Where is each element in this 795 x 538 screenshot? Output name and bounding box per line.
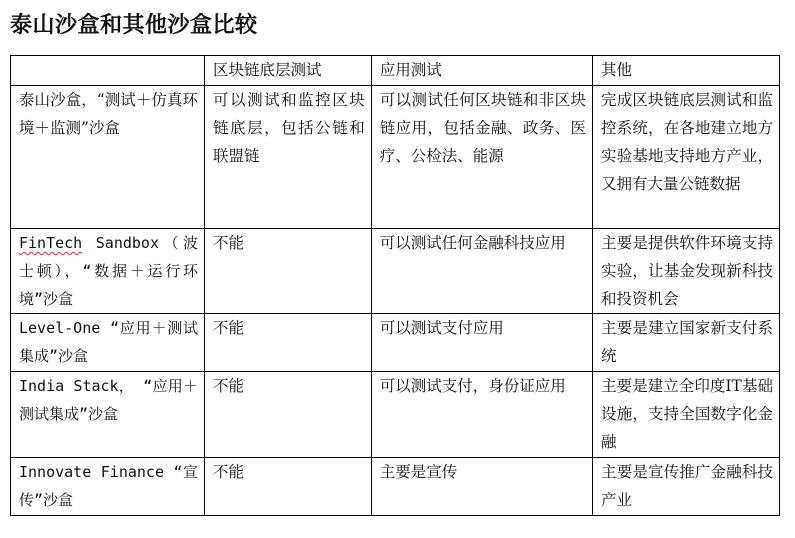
table-header-row [11,56,780,86]
sandbox-name-cell: India Stack， “应用＋测试集成”沙盒 [11,372,205,458]
header-cell-chain-test: 区块链底层测试 [205,56,372,86]
app-test-cell: 可以测试任何金融科技应用 [371,229,592,314]
table-row [11,372,780,458]
spellcheck-flagged-word: FinTech [19,234,83,252]
table-row [11,314,780,372]
app-test-cell: 主要是宣传 [371,458,592,516]
table-row [11,86,780,229]
other-cell: 主要是提供软件环境支持实验，让基金发现新科技和投资机会 [593,229,780,314]
header-cell-app-test: 应用测试 [371,56,592,86]
chain-test-cell: 不能 [205,314,372,372]
app-test-cell: 可以测试支付应用 [371,314,592,372]
sandbox-name-cell [11,229,205,314]
other-cell: 完成区块链底层测试和监控系统，在各地建立地方实验基地支持地方产业，又拥有大量公链数据 [593,86,780,229]
comparison-table [10,55,780,516]
app-test-cell: 可以测试支付，身份证应用 [371,372,592,458]
sandbox-name-cell: Level-One “应用＋测试集成”沙盒 [11,314,205,372]
sandbox-name-text: Sandbox（波士顿），“数据＋运行环境”沙盒 [19,234,199,308]
other-cell: 主要是建立国家新支付系统 [593,314,780,372]
table-row [11,229,780,314]
other-cell: 主要是宣传推广金融科技产业 [593,458,780,516]
sandbox-name-cell: 泰山沙盒，“测试＋仿真环境＋监测”沙盒 [11,86,205,229]
app-test-cell: 可以测试任何区块链和非区块链应用，包括金融、政务、医疗、公检法、能源 [371,86,592,229]
sandbox-name-cell: Innovate Finance “宣传”沙盒 [11,458,205,516]
document-title: 泰山沙盒和其他沙盒比较 [10,13,258,38]
chain-test-cell: 不能 [205,372,372,458]
chain-test-cell: 不能 [205,458,372,516]
header-cell-other: 其他 [593,56,780,86]
table-row [11,458,780,516]
chain-test-cell: 不能 [205,229,372,314]
other-cell: 主要是建立全印度IT基础设施，支持全国数字化金融 [593,372,780,458]
chain-test-cell: 可以测试和监控区块链底层，包括公链和联盟链 [205,86,372,229]
header-cell-empty [11,56,205,86]
